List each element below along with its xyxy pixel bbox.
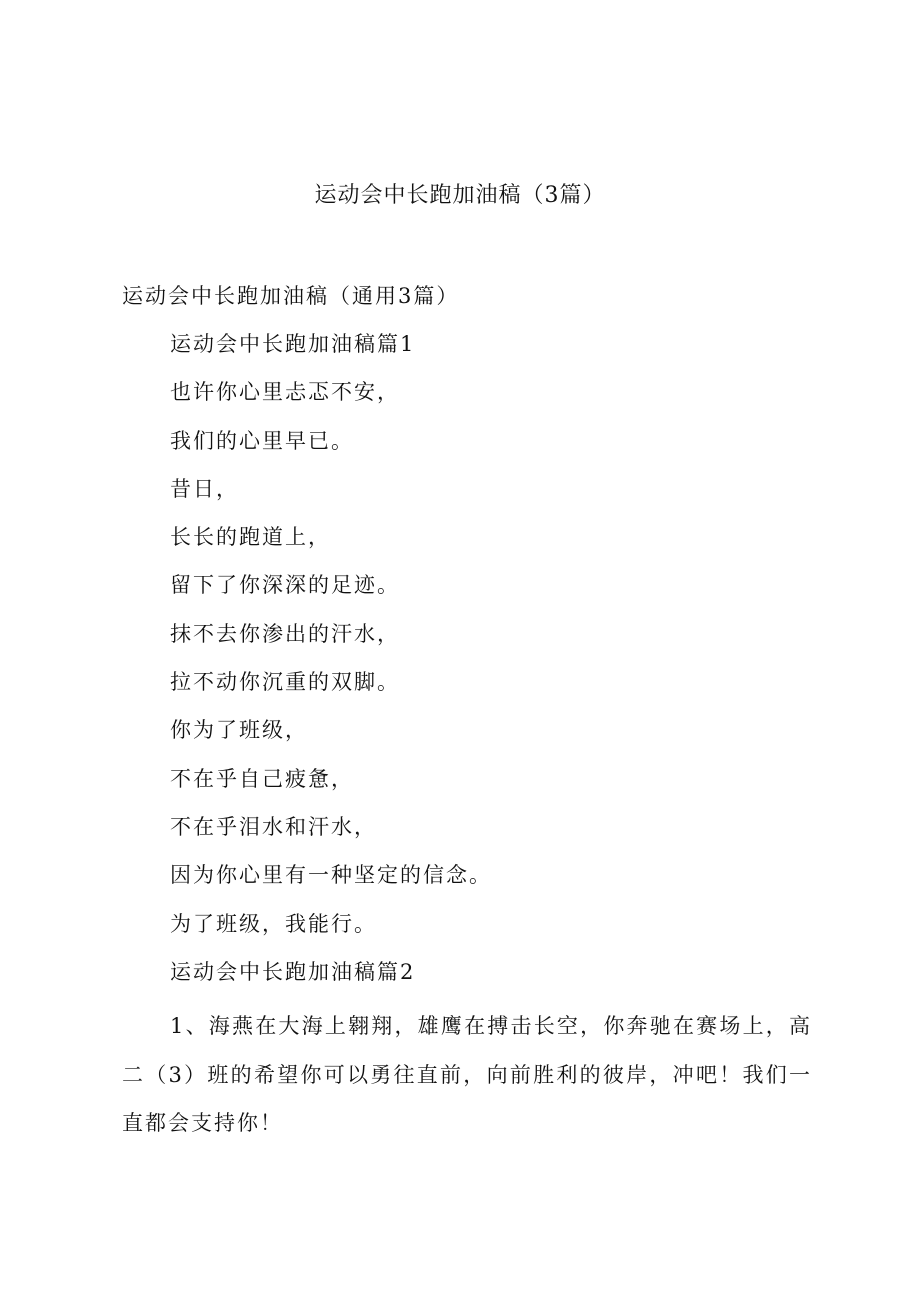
document-subtitle: 运动会中长跑加油稿（通用3篇） [122,284,460,308]
cheer-paragraph-1: 1、海燕在大海上翱翔，雄鹰在搏击长空，你奔驰在赛场上，高二（3）班的希望你可以勇往直前，向前胜利的彼岸，冲吧！我们一直都会支持你！ [122,1014,812,1135]
verse-line: 你为了班级， [170,718,308,743]
section-heading-1: 运动会中长跑加油稿篇1 [170,332,416,356]
verse-line: 也许你心里忐忑不安， [170,380,400,405]
verse-line: 不在乎自己疲惫， [170,766,354,791]
verse-line: 昔日， [170,476,239,501]
verse-lines [170,326,492,1002]
verse-line: 因为你心里有一种坚定的信念。 [170,863,492,888]
section-heading-2: 运动会中长跑加油稿篇2 [170,959,416,984]
verse-line: 长长的跑道上， [170,525,331,550]
verse-line: 抹不去你渗出的汗水， [170,621,400,646]
verse-line: 留下了你深深的足迹。 [170,573,400,598]
document-title: 运动会中长跑加油稿（3篇） [314,183,606,208]
verse-line: 我们的心里早已。 [170,428,354,453]
verse-line: 拉不动你沉重的双脚。 [170,670,400,695]
verse-line: 不在乎泪水和汗水， [170,814,377,839]
verse-line: 为了班级，我能行。 [170,911,377,936]
